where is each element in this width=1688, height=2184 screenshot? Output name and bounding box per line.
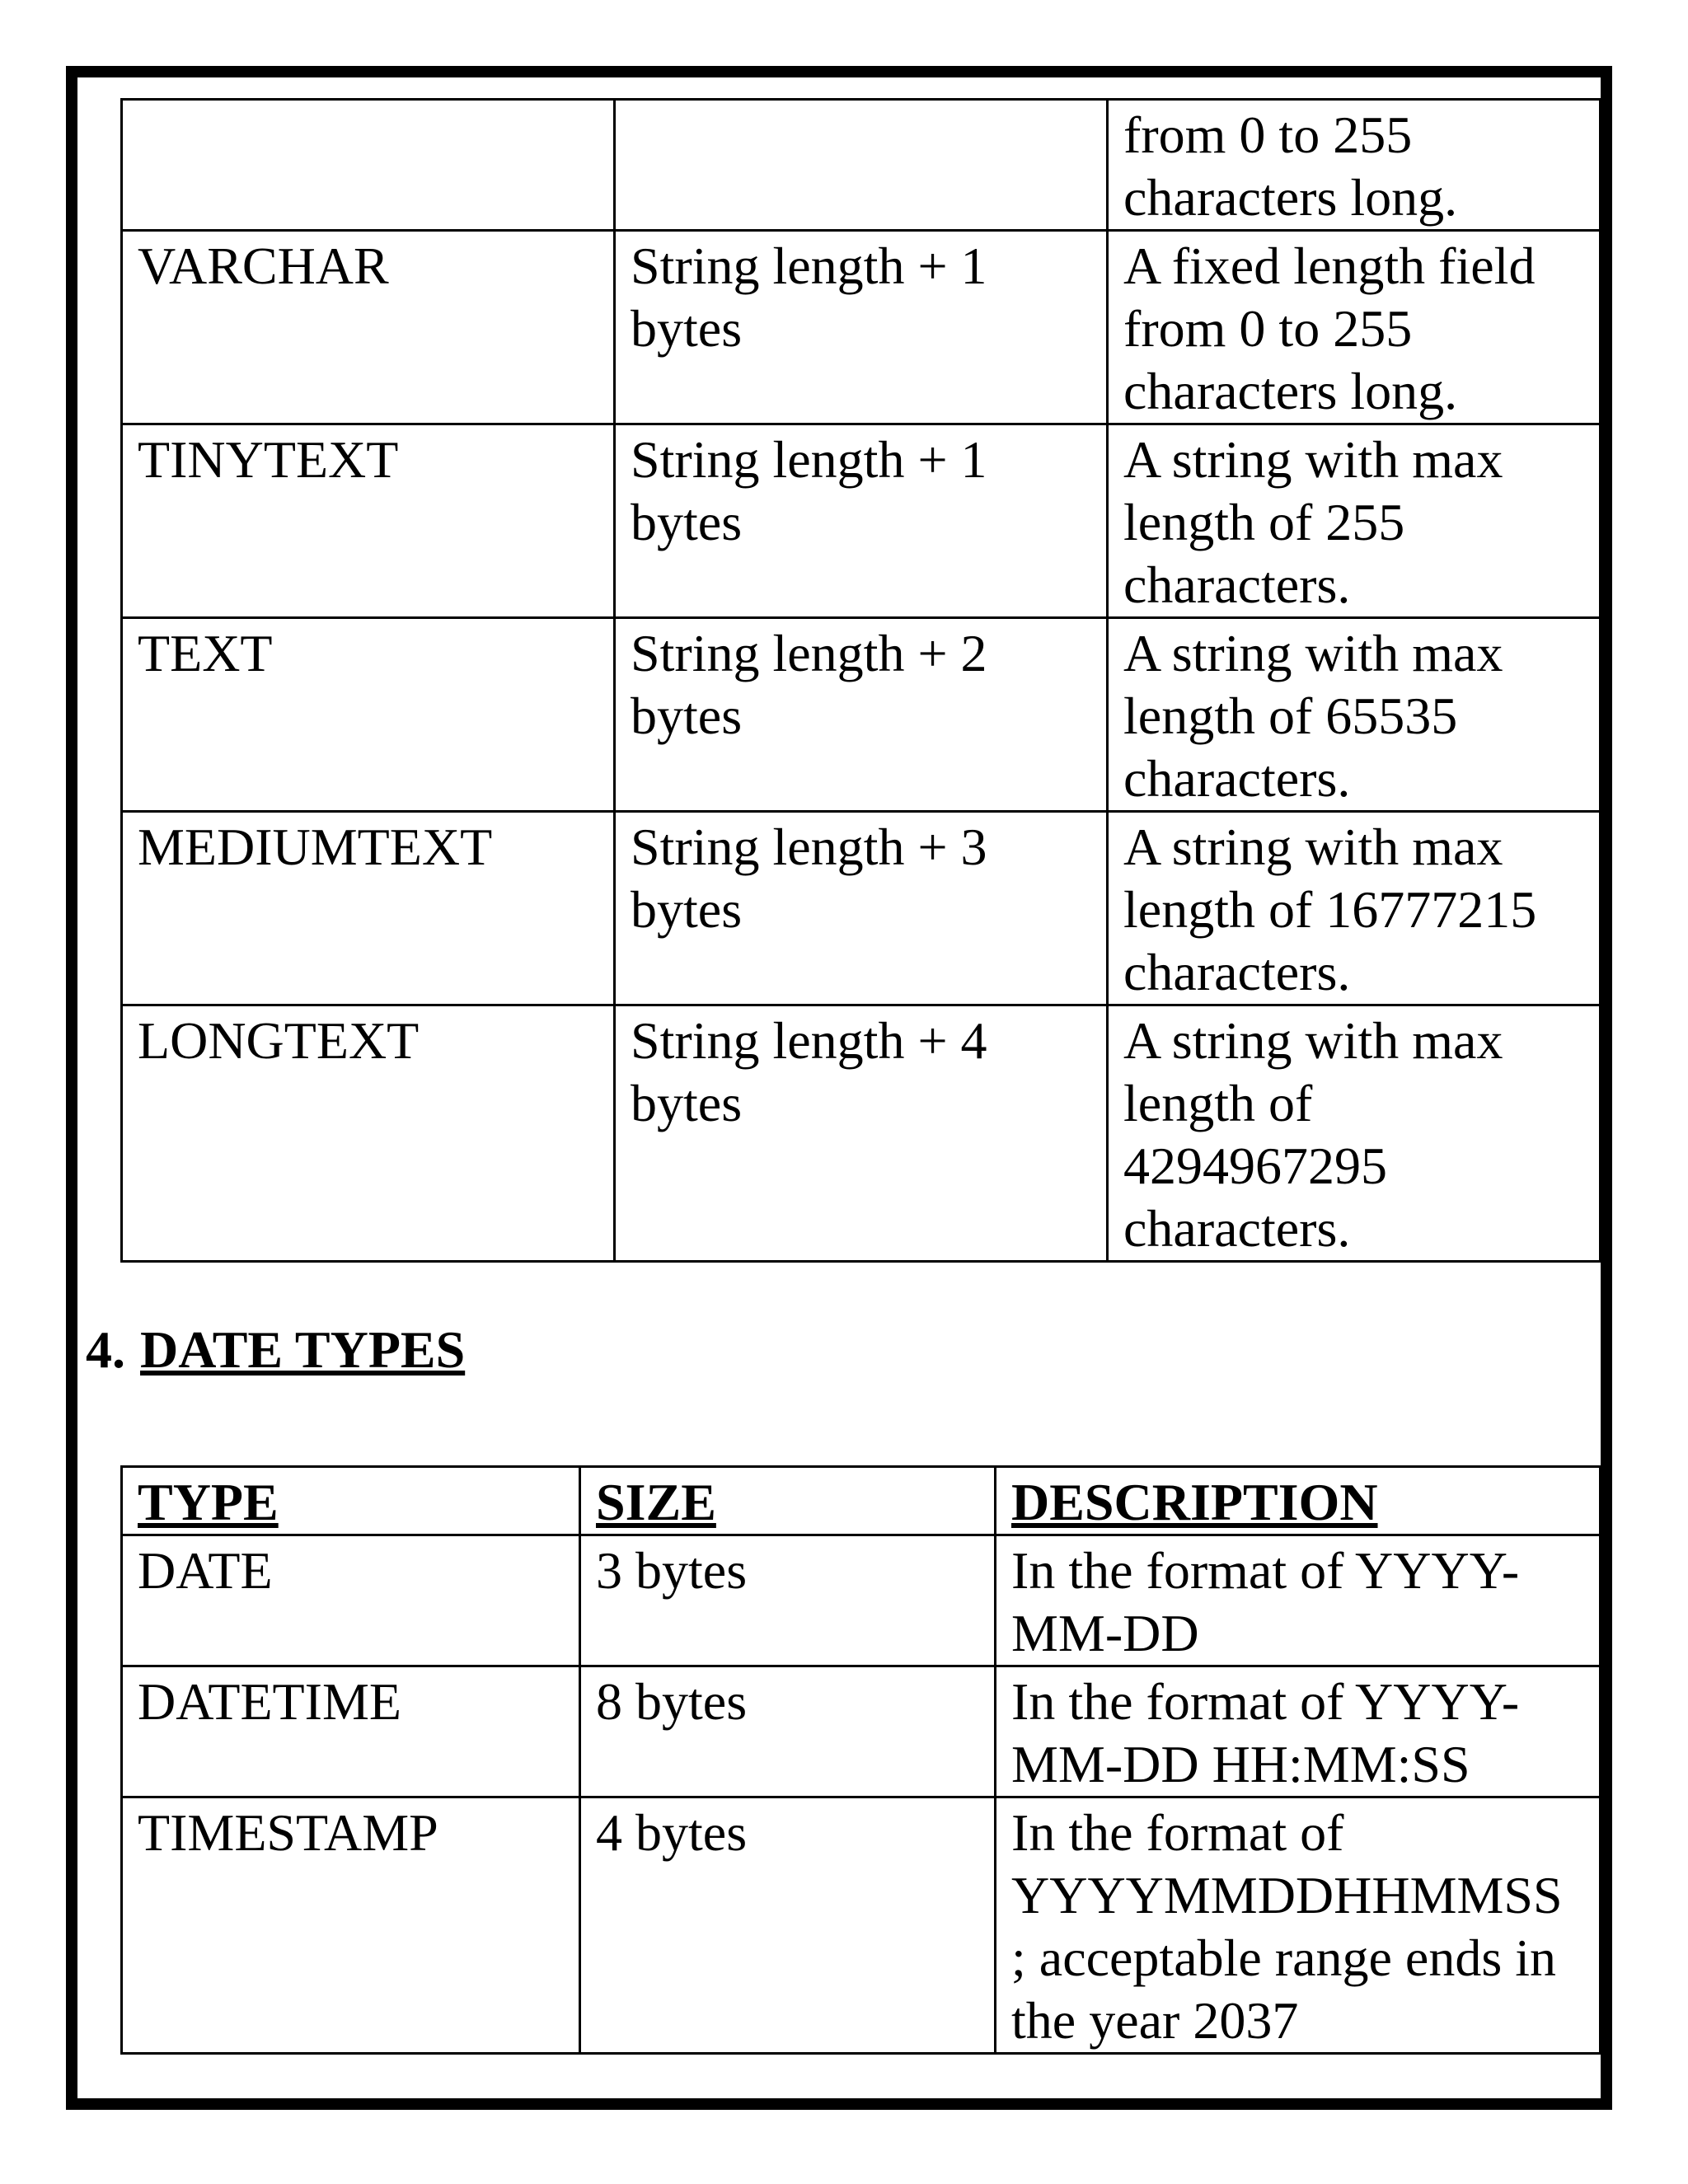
description-cell: A string with max length of 4294967295 characters. [1108, 1005, 1601, 1262]
table-row [122, 424, 1601, 618]
type-cell: DATE [122, 1535, 580, 1666]
description-cell: from 0 to 255 characters long. [1108, 100, 1601, 231]
header-description: DESCRIPTION [996, 1467, 1601, 1535]
description-cell: In the format of YYYY- MM-DD [996, 1535, 1601, 1666]
size-cell: 4 bytes [580, 1797, 996, 2054]
type-cell: VARCHAR [122, 231, 615, 424]
size-cell: String length + 4 bytes [615, 1005, 1108, 1262]
header-size: SIZE [580, 1467, 996, 1535]
type-cell [122, 100, 615, 231]
type-cell: TIMESTAMP [122, 1797, 580, 2054]
header-type: TYPE [122, 1467, 580, 1535]
section-title: DATE TYPES [140, 1320, 466, 1379]
table-row [122, 231, 1601, 424]
size-cell: String length + 2 bytes [615, 618, 1108, 812]
type-cell: MEDIUMTEXT [122, 812, 615, 1005]
size-cell: String length + 1 bytes [615, 231, 1108, 424]
table-header-row [122, 1467, 1601, 1535]
size-cell: 3 bytes [580, 1535, 996, 1666]
description-cell: A string with max length of 65535 characters. [1108, 618, 1601, 812]
section-heading-date-types [86, 1319, 465, 1381]
table-row [122, 1797, 1601, 2054]
type-cell: TINYTEXT [122, 424, 615, 618]
type-cell: LONGTEXT [122, 1005, 615, 1262]
type-cell: TEXT [122, 618, 615, 812]
table-row [122, 1535, 1601, 1666]
date-types-table [120, 1465, 1601, 2055]
table-row [122, 1666, 1601, 1797]
size-cell: 8 bytes [580, 1666, 996, 1797]
description-cell: A string with max length of 255 characters. [1108, 424, 1601, 618]
table-row [122, 812, 1601, 1005]
description-cell: A string with max length of 16777215 characters. [1108, 812, 1601, 1005]
size-cell [615, 100, 1108, 231]
table-row [122, 100, 1601, 231]
size-cell: String length + 3 bytes [615, 812, 1108, 1005]
string-types-table [120, 98, 1601, 1263]
table-row [122, 1005, 1601, 1262]
description-cell: A fixed length field from 0 to 255 characters long. [1108, 231, 1601, 424]
description-cell: In the format of YYYYMMDDHHMMSS ; acceptable range ends in the year 2037 [996, 1797, 1601, 2054]
size-cell: String length + 1 bytes [615, 424, 1108, 618]
section-number: 4. [86, 1320, 125, 1379]
description-cell: In the format of YYYY- MM-DD HH:MM:SS [996, 1666, 1601, 1797]
type-cell: DATETIME [122, 1666, 580, 1797]
table-row [122, 618, 1601, 812]
